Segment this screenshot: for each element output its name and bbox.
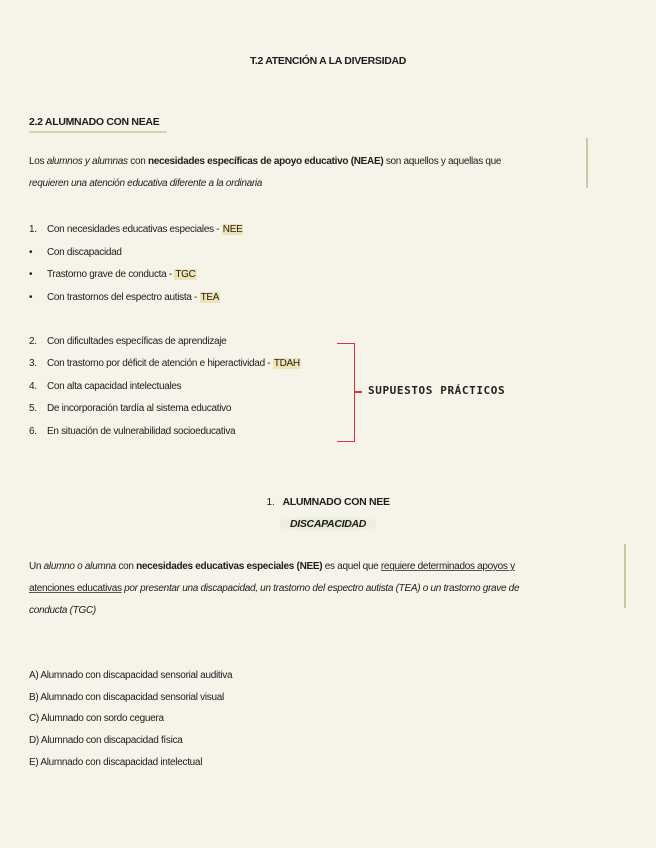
supuestos-label: SUPUESTOS PRÁCTICOS	[368, 384, 506, 397]
acronym-highlight: TEA	[200, 292, 220, 303]
list-marker: 5.	[29, 403, 37, 414]
list-item-text: Con discapacidad	[47, 247, 122, 258]
neae-list-item	[29, 246, 122, 260]
discapacidad-list-item: A) Alumnado con discapacidad sensorial auditiva	[29, 670, 233, 681]
list-marker: •	[29, 247, 33, 258]
acronym-highlight: TGC	[175, 269, 196, 280]
discapacidad-list-item: D) Alumnado con discapacidad física	[29, 735, 183, 746]
intro-text: son aquellos y aquellas que	[383, 156, 502, 167]
section1-subtitle	[0, 518, 656, 530]
section1-title	[0, 496, 656, 508]
intro-text: Los	[29, 156, 47, 167]
list-marker: •	[29, 292, 33, 303]
neae-list-item	[29, 380, 181, 394]
red-bracket	[337, 343, 355, 442]
def-underlined: requiere determinados apoyos y	[380, 561, 515, 572]
section1-marker: 1.	[266, 496, 275, 508]
list-marker: 1.	[29, 224, 37, 235]
list-marker: 6.	[29, 426, 37, 437]
list-item-text: De incorporación tardía al sistema educativo	[47, 403, 232, 414]
intro-paragraph	[29, 151, 589, 195]
paragraph-side-bar	[624, 544, 626, 608]
def-text: es aquel que	[322, 561, 381, 572]
neae-list-item	[29, 425, 235, 439]
list-marker: 2.	[29, 336, 37, 347]
def-text: con	[115, 561, 137, 572]
acronym-highlight: NEE	[222, 224, 243, 235]
nee-definition	[29, 556, 619, 622]
section1-title-text: ALUMNADO CON NEE	[282, 496, 390, 508]
list-marker: •	[29, 269, 33, 280]
intro-bold-term: necesidades específicas de apoyo educativo (NEAE)	[147, 156, 384, 167]
list-item-text: Trastorno grave de conducta -	[47, 269, 175, 280]
neae-list-item	[29, 402, 231, 416]
def-underlined: atenciones educativas	[29, 583, 122, 594]
intro-text: con	[127, 156, 148, 167]
def-bold-term: necesidades educativas especiales (NEE)	[136, 561, 323, 572]
red-bracket-tick	[355, 391, 362, 393]
discapacidad-list-item: C) Alumnado con sordo ceguera	[29, 713, 164, 724]
list-item-text: Con trastorno por déficit de atención e hiperactividad -	[47, 358, 273, 369]
list-item-text: Con necesidades educativas especiales -	[47, 224, 222, 235]
neae-list-item	[29, 223, 243, 237]
def-italic: por presentar una discapacidad, un trastorno del espectro autista (TEA) o un trastorno grave de	[121, 583, 520, 594]
neae-list-item	[29, 268, 197, 282]
acronym-highlight: TDAH	[273, 358, 300, 369]
def-italic: alumno o alumna	[43, 561, 116, 572]
intro-line2: requieren una atención educativa diferente a la ordinaria	[29, 178, 263, 189]
list-marker: 4.	[29, 381, 37, 392]
intro-italic: alumnos y alumnas	[46, 156, 128, 167]
list-marker: 3.	[29, 358, 37, 369]
discapacidad-list-item: E) Alumnado con discapacidad intelectual	[29, 757, 203, 768]
neae-list-item	[29, 335, 226, 349]
def-text: Un	[29, 561, 44, 572]
list-item-text: Con dificultades específicas de aprendizaje	[47, 336, 227, 347]
page-title: T.2 ATENCIÓN A LA DIVERSIDAD	[249, 55, 407, 67]
section-heading: 2.2 ALUMNADO CON NEAE	[29, 116, 160, 128]
heading-underline	[29, 131, 167, 133]
list-item-text: En situación de vulnerabilidad socioeducativa	[47, 426, 236, 437]
list-item-text: Con alta capacidad intelectuales	[47, 381, 182, 392]
neae-list-item	[29, 291, 220, 305]
neae-list-item	[29, 357, 301, 371]
section1-subtitle-text: DISCAPACIDAD	[280, 517, 376, 531]
def-italic: conducta (TGC)	[29, 605, 96, 616]
list-item-text: Con trastornos del espectro autista -	[47, 292, 200, 303]
discapacidad-list-item: B) Alumnado con discapacidad sensorial visual	[29, 692, 224, 703]
